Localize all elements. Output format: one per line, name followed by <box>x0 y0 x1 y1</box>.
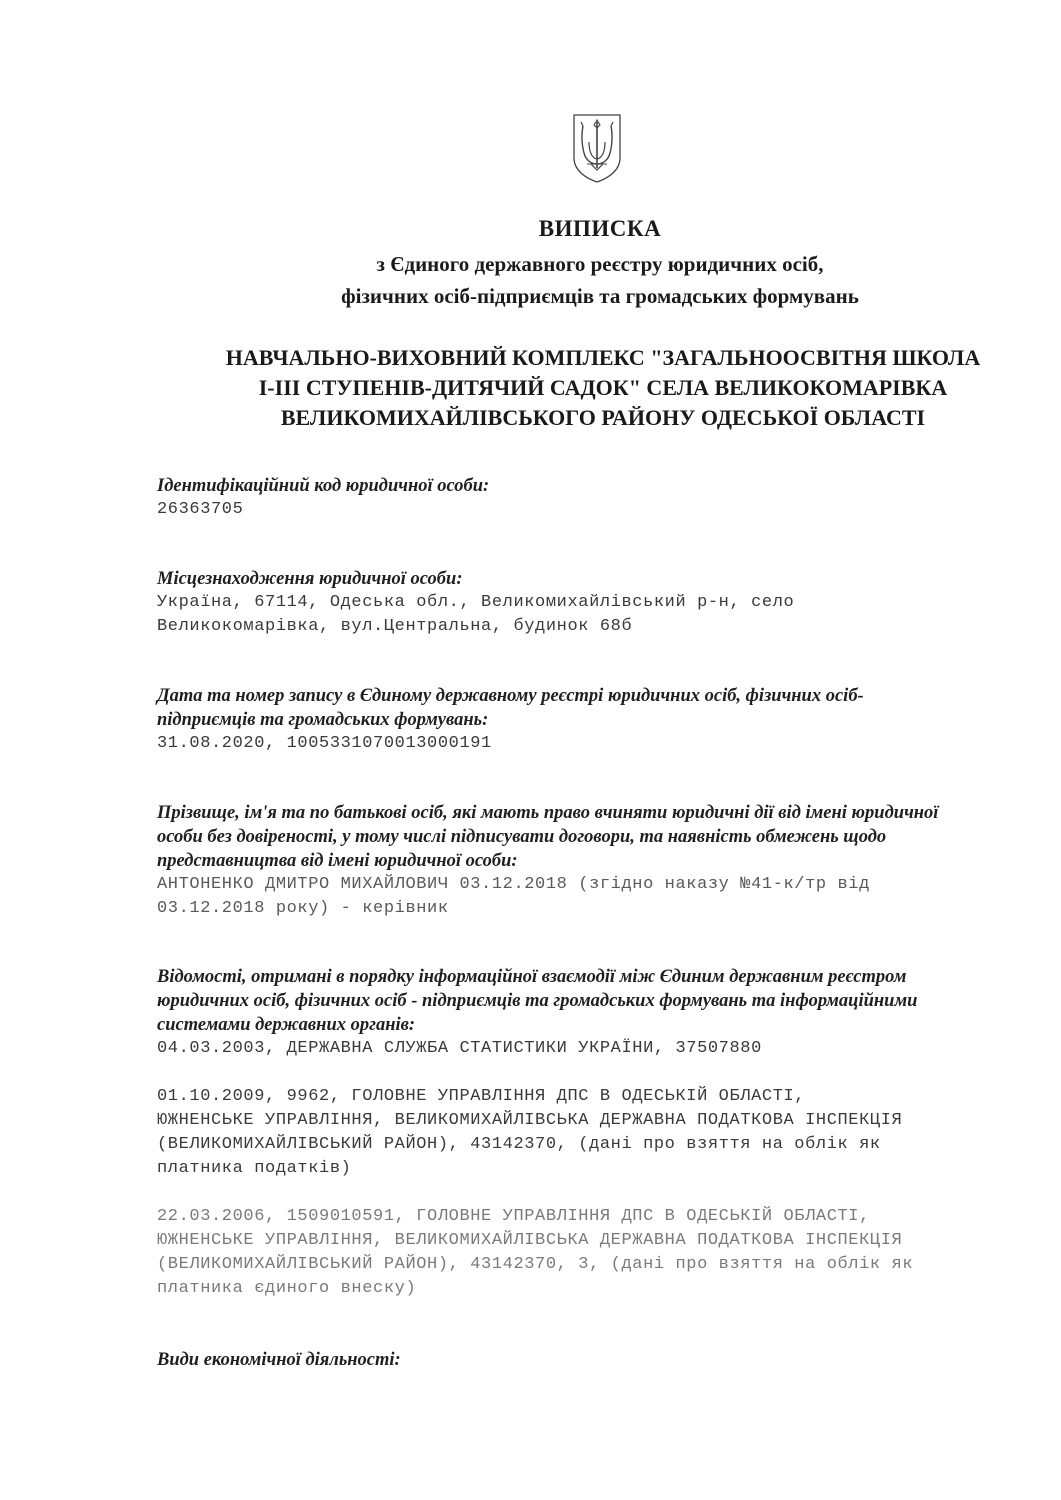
state-info-entry-line: платника єдиного внеску) <box>157 1279 417 1298</box>
authorized-value-line: 03.12.2018 року) - керівник <box>157 899 449 918</box>
state-info-label-line: юридичних осіб, фізичних осіб - підприємців та громадських формувань та інформаційними <box>157 991 918 1011</box>
state-info-entry-line: (ВЕЛИКОМИХАЙЛІВСЬКИЙ РАЙОН), 43142370, (дані про взяття на облік як <box>157 1135 881 1154</box>
authorized-label-line: особи без довіреності, у тому числі підписувати договори, та наявність обмежень щодо <box>157 827 887 847</box>
authorized-label-line: представництва від імені юридичної особи: <box>157 851 518 871</box>
subtitle-line: фізичних осіб-підприємців та громадських формувань <box>341 284 859 308</box>
document-title: ВИПИСКА <box>538 216 662 241</box>
state-info-entry <box>157 1205 1037 1301</box>
section-location <box>157 567 1037 639</box>
id-code-value: 26363705 <box>157 500 244 519</box>
section-state-info <box>157 965 1037 1301</box>
state-info-entry <box>157 1085 1037 1181</box>
document-subtitle <box>100 248 1061 312</box>
section-activities <box>157 1348 1037 1372</box>
id-code-label: Ідентифікаційний код юридичної особи: <box>157 476 490 496</box>
entity-name-line: І-ІІІ СТУПЕНІВ-ДИТЯЧИЙ САДОК" СЕЛА ВЕЛИКОКОМАРІВКА <box>258 375 948 400</box>
activities-label: Види економічної діяльності: <box>157 1350 401 1370</box>
state-info-entry-line: платника податків) <box>157 1159 352 1178</box>
section-id-code <box>157 474 1037 522</box>
state-info-entry-line: (ВЕЛИКОМИХАЙЛІВСЬКИЙ РАЙОН), 43142370, 3, (дані про взяття на облік як <box>157 1255 914 1274</box>
state-info-entry-line: ЮЖНЕНСЬКЕ УПРАВЛІННЯ, ВЕЛИКОМИХАЙЛІВСЬКА ДЕРЖАВНА ПОДАТКОВА ІНСПЕКЦІЯ <box>157 1111 903 1130</box>
section-registration <box>157 684 1037 756</box>
state-info-entry <box>157 1037 1037 1061</box>
state-info-entry-line: 22.03.2006, 1509010591, ГОЛОВНЕ УПРАВЛІННЯ ДПС В ОДЕСЬКІЙ ОБЛАСТІ, <box>157 1207 870 1226</box>
section-authorized-persons <box>157 801 1037 921</box>
entity-name-line: ВЕЛИКОМИХАЙЛІВСЬКОГО РАЙОНУ ОДЕСЬКОЇ ОБЛАСТІ <box>280 405 926 430</box>
subtitle-line: з Єдиного державного реєстру юридичних осіб, <box>376 252 824 276</box>
authorized-value-line: АНТОНЕНКО ДМИТРО МИХАЙЛОВИЧ 03.12.2018 (згідно наказу №41-к/тр від <box>157 875 870 894</box>
trident-coat-of-arms-icon <box>571 112 623 184</box>
state-info-label-line: системами державних органів: <box>157 1015 416 1035</box>
location-label: Місцезнаходження юридичної особи: <box>157 569 463 589</box>
entity-name <box>168 343 1038 433</box>
state-info-entry-line: 04.03.2003, ДЕРЖАВНА СЛУЖБА СТАТИСТИКИ УКРАЇНИ, 37507880 <box>157 1039 762 1058</box>
state-info-label-line: Відомості, отримані в порядку інформаційної взаємодії між Єдиним державним реєстром <box>157 967 907 987</box>
state-info-entry-line: ЮЖНЕНСЬКЕ УПРАВЛІННЯ, ВЕЛИКОМИХАЙЛІВСЬКА ДЕРЖАВНА ПОДАТКОВА ІНСПЕКЦІЯ <box>157 1231 903 1250</box>
authorized-label-line: Прізвище, ім'я та по батькові осіб, які мають право вчиняти юридичні дії від імені юридичної <box>157 803 939 823</box>
registration-label-line: підприємців та громадських формувань: <box>157 710 489 730</box>
location-value-line: Україна, 67114, Одеська обл., Великомихайлівський р-н, село <box>157 593 795 612</box>
registration-label-line: Дата та номер запису в Єдиному державному реєстрі юридичних осіб, фізичних осіб- <box>157 686 864 706</box>
location-value-line: Великокомарівка, вул.Центральна, будинок 68б <box>157 617 633 636</box>
state-info-entry-line: 01.10.2009, 9962, ГОЛОВНЕ УПРАВЛІННЯ ДПС В ОДЕСЬКІЙ ОБЛАСТІ, <box>157 1087 806 1106</box>
entity-name-line: НАВЧАЛЬНО-ВИХОВНИЙ КОМПЛЕКС "ЗАГАЛЬНООСВІТНЯ ШКОЛА <box>225 345 981 370</box>
registration-value: 31.08.2020, 1005331070013000191 <box>157 734 492 753</box>
